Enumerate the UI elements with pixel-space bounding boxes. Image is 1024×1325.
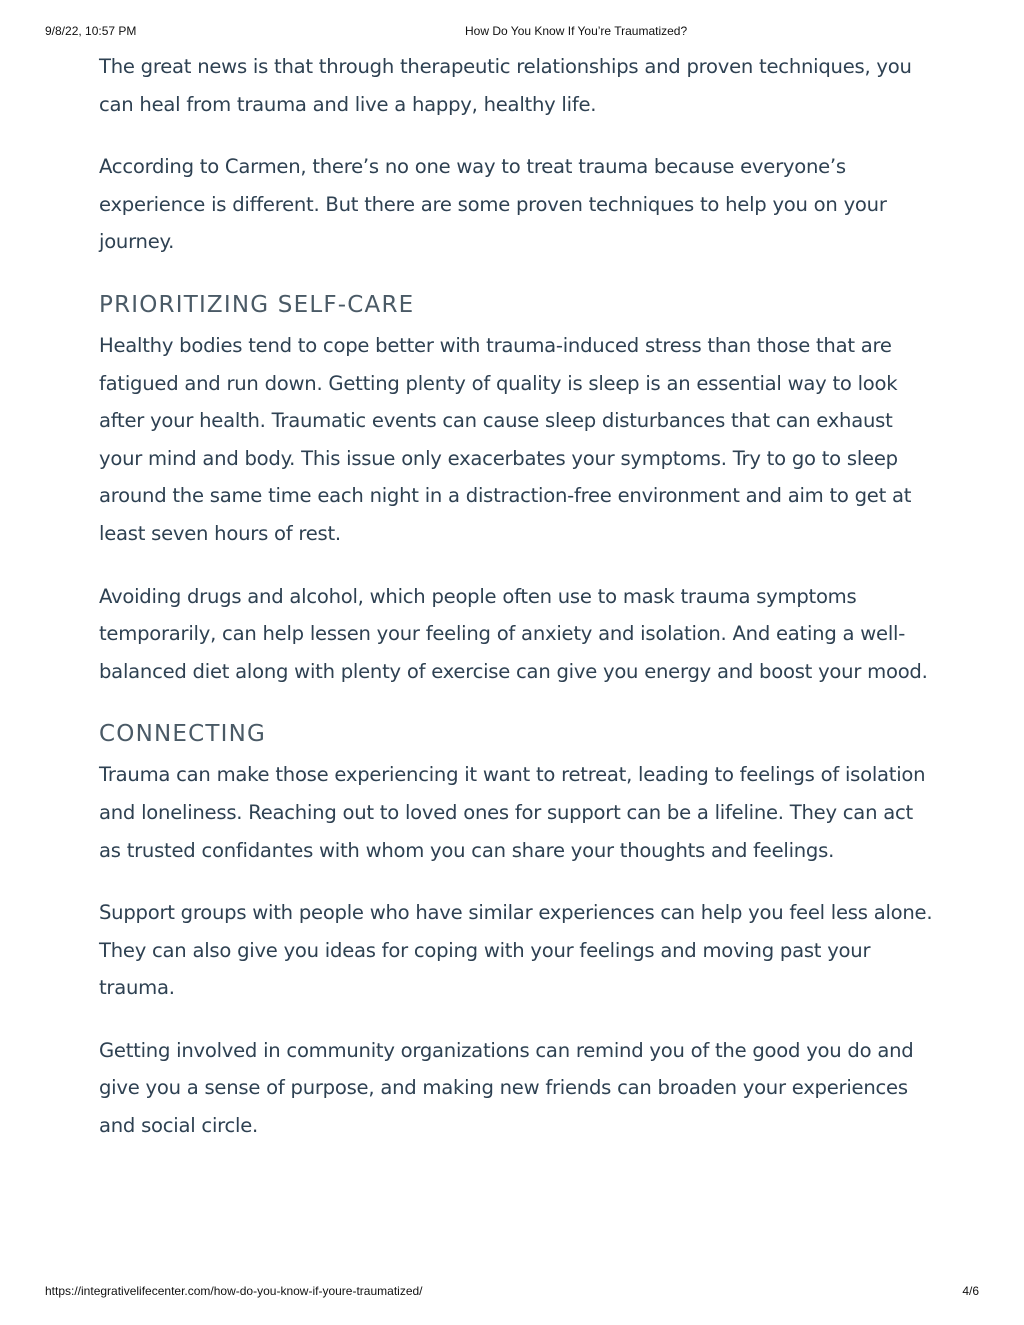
article-body xyxy=(99,48,934,1170)
print-date: 9/8/22, 10:57 PM xyxy=(45,24,137,38)
print-header xyxy=(0,24,1024,40)
section-heading-connecting: CONNECTING xyxy=(99,721,267,748)
print-url: https://integrativelifecenter.com/how-do-you-know-if-youre-traumatized/ xyxy=(45,1284,423,1298)
intro-paragraph: The great news is that through therapeutic relationships and proven techniques, you can heal from trauma and live a happy, healthy life. xyxy=(99,55,912,116)
section-heading-self-care: PRIORITIZING SELF-CARE xyxy=(99,291,415,318)
section-paragraph: Getting involved in community organizations can remind you of the good you do and give you a sense of purpose, and making new friends can broaden your experiences and social circle. xyxy=(99,1038,914,1138)
print-page-title: How Do You Know If You’re Traumatized? xyxy=(465,24,688,38)
section-paragraph: Avoiding drugs and alcohol, which people often use to mask trauma symptoms temporarily, can help lessen your feeling of anxiety and isolation. And eating a well-balanced diet along with plenty of exercise can give you energy and boost your mood. xyxy=(99,584,928,683)
section-paragraph: Support groups with people who have similar experiences can help you feel less alone. They can also give you ideas for coping with your feelings and moving past your trauma. xyxy=(99,901,933,1000)
print-page-number: 4/6 xyxy=(962,1284,979,1298)
section-paragraph: Healthy bodies tend to cope better with trauma-induced stress than those that are fatigued and run down. Getting plenty of quality is sleep is an essential way to look after your health. Traumatic events can cause sleep disturbances that can exhaust your mind and body. This issue only exacerbates your symptoms. Try to go to sleep around the same time each night in a distraction-free environment and aim to get at least seven hours of rest. xyxy=(99,333,912,545)
intro-paragraph: According to Carmen, there’s no one way to treat trauma because everyone’s experience is different. But there are some proven techniques to help you on your journey. xyxy=(99,155,887,254)
print-footer xyxy=(0,1284,1024,1300)
section-paragraph: Trauma can make those experiencing it want to retreat, leading to feelings of isolation and loneliness. Reaching out to loved ones for support can be a lifeline. They can act as trusted confidantes with whom you can share your thoughts and feelings. xyxy=(99,763,926,862)
